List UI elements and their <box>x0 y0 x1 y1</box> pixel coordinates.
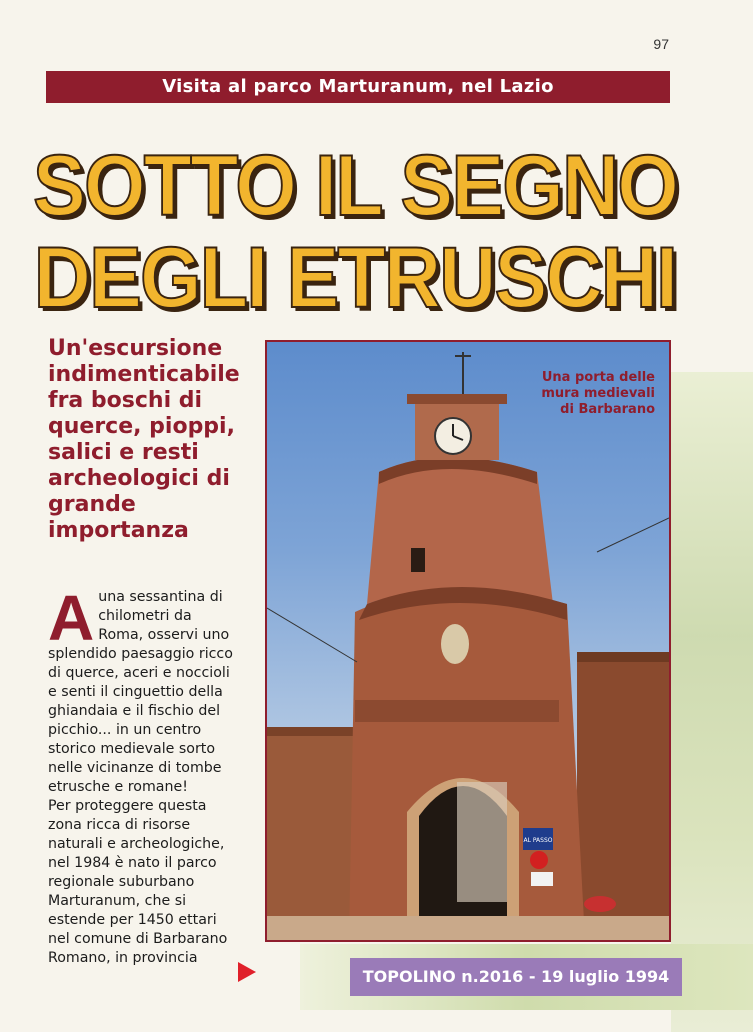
headline-line-1: SOTTO IL SEGNO <box>33 138 677 234</box>
tower-illustration <box>267 342 669 940</box>
arrow-right-icon <box>238 962 256 982</box>
article-body <box>48 582 238 968</box>
photo-caption: Una porta delle mura medievali di Barbarano <box>541 370 655 417</box>
article-paragraph-1: una sessantina di chilometri da Roma, osservi uno splendido paesaggio ricco di querce, aceri e noccioli e senti il cinguettio della ghiandaia e il fischio del picchio... in un centro storico medievale sorto nelle vicinanze di tombe etrusche e romane! <box>48 589 233 795</box>
subtitle: Un'escursione indimenticabile fra boschi di querce, pioppi, salici e resti archeologici di grande importanza <box>48 336 240 543</box>
leaf-decoration <box>671 372 753 1032</box>
magazine-issue-badge: TOPOLINO n.2016 - 19 luglio 1994 <box>350 958 682 996</box>
drop-cap: A <box>48 582 95 654</box>
headline-line-2: DEGLI ETRUSCHI <box>33 230 677 326</box>
street-sign-text: AL PASSO <box>523 837 553 844</box>
section-banner: Visita al parco Marturanum, nel Lazio <box>46 71 670 103</box>
page-number: 97 <box>653 36 669 52</box>
tower-photo <box>265 340 671 942</box>
article-paragraph-2: Per proteggere questa zona ricca di risorse naturali e archeologiche, nel 1984 è nato il parco regionale suburbano Marturanum, che si estende per 1450 ettari nel comune di Barbarano Romano, in provincia <box>48 798 228 966</box>
